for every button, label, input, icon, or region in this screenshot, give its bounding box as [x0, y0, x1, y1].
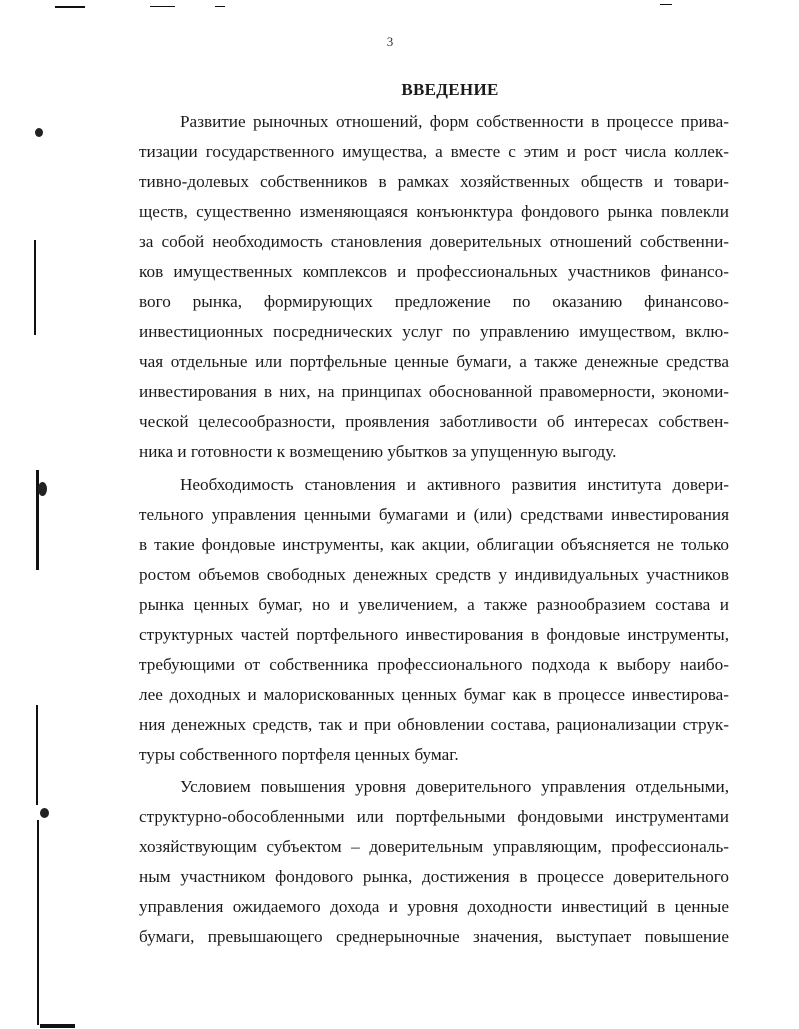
text-line: тивно-долевых собственников в рамках хозяйственных обществ и товари- — [139, 172, 729, 191]
text-line: ния денежных средств, так и при обновлении состава, рационализации струк- — [139, 715, 729, 734]
punch-mark-1 — [35, 128, 43, 137]
text-line: вого рынка, формирующих предложение по оказанию финансово- — [139, 292, 729, 311]
punch-mark-3 — [40, 808, 49, 818]
text-line: Условием повышения уровня доверительного управления отдельными, — [180, 777, 729, 796]
text-line: инвестирования в них, на принципах обоснованной правомерности, экономи- — [139, 382, 729, 401]
scan-artifact-top-mid — [150, 6, 175, 7]
text-line: ника и готовности к возмещению убытков за упущенную выгоду. — [139, 442, 617, 461]
punch-mark-2 — [38, 482, 47, 496]
scan-artifact-top-left — [55, 6, 85, 8]
text-line: ростом объемов свободных денежных средств у индивидуальных участников — [139, 565, 729, 584]
text-line: Необходимость становления и активного развития института довери- — [180, 475, 729, 494]
text-line: тизации государственного имущества, а вместе с этим и рост числа коллек- — [139, 142, 729, 161]
text-line: управления ожидаемого дохода и уровня доходности инвестиций в ценные — [139, 897, 729, 916]
text-line: структурно-обособленными или портфельными фондовыми инструментами — [139, 807, 729, 826]
text-line: ным участником фондового рынка, достижения в процессе доверительного — [139, 867, 729, 886]
text-line: ческой целесообразности, проявления заботливости об интересах собствен- — [139, 412, 729, 431]
scan-artifact-top-right — [660, 4, 672, 5]
text-line: тельного управления ценными бумагами и (или) средствами инвестирования — [139, 505, 729, 524]
text-line: требующими от собственника профессионального подхода к выбору наибо- — [139, 655, 729, 674]
scan-edge-line-3 — [36, 705, 38, 805]
text-line: туры собственного портфеля ценных бумаг. — [139, 745, 459, 764]
text-line: Развитие рыночных отношений, форм собственности в процессе прива- — [180, 112, 729, 131]
text-line: чая отдельные или портфельные ценные бумаги, а также денежные средства — [139, 352, 729, 371]
text-line: лее доходных и малорискованных ценных бумаг как в процессе инвестирова- — [139, 685, 729, 704]
text-line: в такие фондовые инструменты, как акции, облигации объясняется не только — [139, 535, 729, 554]
scan-edge-line-4 — [37, 820, 39, 1025]
text-line: ков имущественных комплексов и профессиональных участников финансо- — [139, 262, 729, 281]
page-number: 3 — [386, 34, 394, 49]
text-line: ществ, существенно изменяющаяся конъюнктура фондового рынка повлекли — [139, 202, 729, 221]
text-line: рынка ценных бумаг, но и увеличением, а также разнообразием состава и — [139, 595, 729, 614]
scan-artifact-top-mid2 — [215, 6, 225, 7]
text-line: бумаги, превышающего среднерыночные значения, выступает повышение — [139, 927, 729, 946]
page-title: ВВЕДЕНИЕ — [401, 80, 499, 99]
text-line: инвестиционных посреднических услуг по управлению имуществом, вклю- — [139, 322, 729, 341]
scan-artifact-bottom — [40, 1024, 75, 1028]
text-line: за собой необходимость становления доверительных отношений собственни- — [139, 232, 729, 251]
scan-edge-line-1 — [34, 240, 36, 335]
text-line: структурных частей портфельного инвестирования в фондовые инструменты, — [139, 625, 729, 644]
text-line: хозяйствующим субъектом – доверительным управляющим, профессиональ- — [139, 837, 729, 856]
